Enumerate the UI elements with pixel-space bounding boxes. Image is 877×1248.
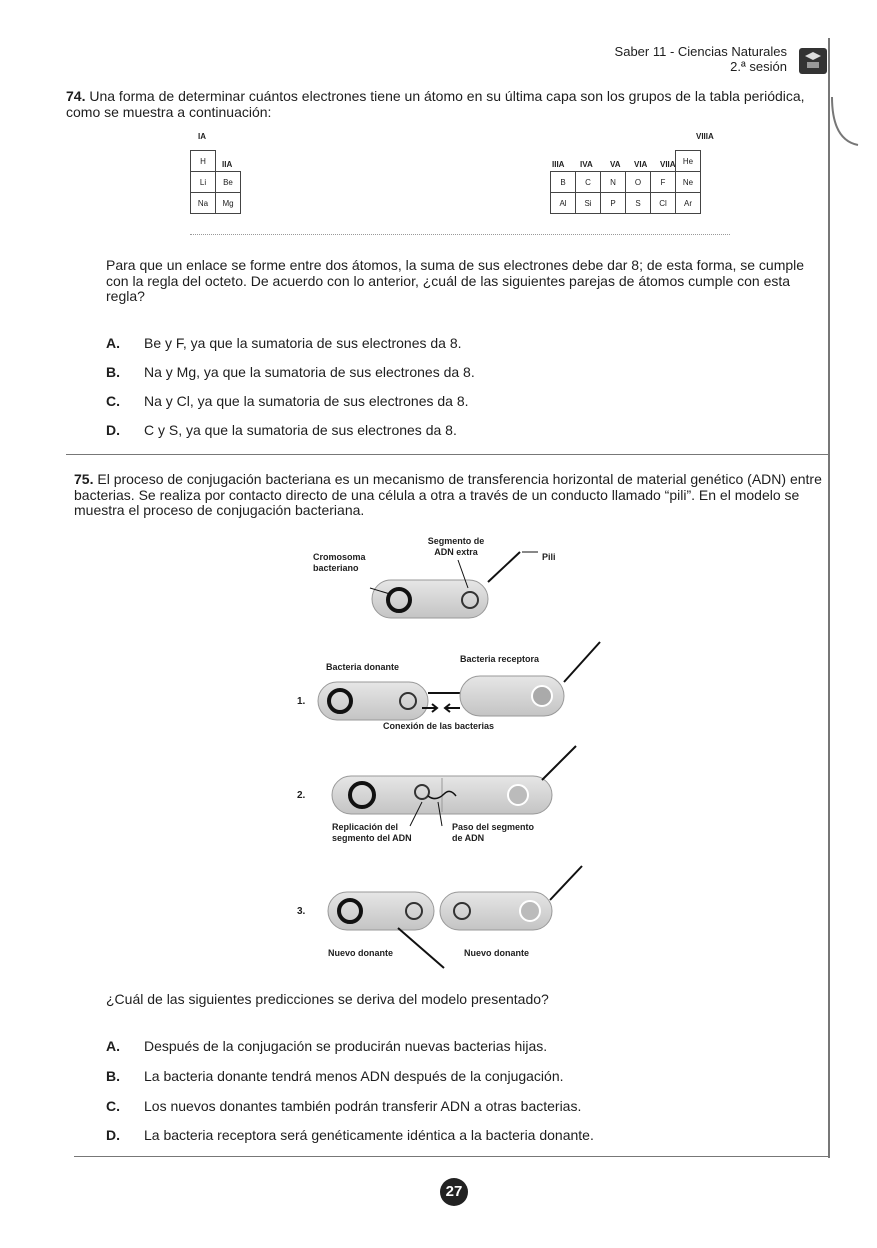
element-cell: Mg: [216, 193, 241, 214]
element-cell: He: [676, 151, 701, 172]
step-1-diagram: [318, 642, 600, 720]
session-label: 2.ª sesión: [730, 59, 787, 74]
element-cell: S: [626, 193, 651, 214]
element-cell: Ar: [676, 193, 701, 214]
page-number: 27: [440, 1178, 468, 1206]
group-label-IIIA: IIIA: [552, 160, 565, 169]
exam-title: Saber 11 - Ciencias Naturales: [614, 44, 787, 59]
question-74-number: 74.: [66, 88, 86, 104]
q74-option-d[interactable]: D. C y S, ya que la sumatoria de sus electrones da 8.: [106, 422, 457, 438]
element-cell: C: [576, 172, 601, 193]
group-label-IA: IA: [198, 132, 206, 141]
conjugation-diagram: [280, 530, 620, 970]
page-curl-icon: [830, 95, 860, 155]
question-75-stem: ¿Cuál de las siguientes predicciones se deriva del modelo presentado?: [106, 991, 549, 1007]
divider-bottom: [74, 1156, 830, 1157]
page-border-right: [828, 38, 830, 1158]
periodic-table-left: [190, 150, 241, 214]
labeled-bacterium: [370, 552, 538, 618]
element-cell: Cl: [651, 193, 676, 214]
q75-option-c[interactable]: C. Los nuevos donantes también podrán transferir ADN a otras bacterias.: [106, 1098, 582, 1114]
group-label-VA: VA: [610, 160, 621, 169]
element-cell: Si: [576, 193, 601, 214]
group-label-VIIA: VIIA: [660, 160, 676, 169]
element-cell: Ne: [676, 172, 701, 193]
step-2-number: 2.: [297, 790, 306, 801]
q75-option-d[interactable]: D. La bacteria receptora será genéticamente idéntica a la bacteria donante.: [106, 1127, 594, 1143]
element-cell: B: [551, 172, 576, 193]
divider: [66, 454, 828, 455]
element-cell: Na: [191, 193, 216, 214]
element-cell: P: [601, 193, 626, 214]
element-cell: Li: [191, 172, 216, 193]
q74-option-b[interactable]: B. Na y Mg, ya que la sumatoria de sus electrones da 8.: [106, 364, 475, 380]
q74-option-c[interactable]: C. Na y Cl, ya que la sumatoria de sus electrones da 8.: [106, 393, 469, 409]
group-label-VIA: VIA: [634, 160, 648, 169]
element-cell: H: [191, 151, 216, 172]
label-bacteria-receptora: Bacteria receptora: [460, 654, 540, 664]
table-baseline: [190, 234, 730, 235]
question-74-prompt: [66, 89, 826, 120]
q74-option-a[interactable]: A. Be y F, ya que la sumatoria de sus electrones da 8.: [106, 335, 462, 351]
label-nuevo-donante-1: Nuevo donante: [328, 948, 394, 958]
label-replicacion: Replicación del segmento del ADN: [332, 822, 412, 843]
label-pili: Pili: [542, 552, 556, 562]
q75-option-b[interactable]: B. La bacteria donante tendrá menos ADN después de la conjugación.: [106, 1068, 564, 1084]
label-paso: Paso del segmento de ADN: [452, 822, 535, 843]
question-75-number: 75.: [74, 471, 94, 487]
label-nuevo-donante-2: Nuevo donante: [464, 948, 530, 958]
periodic-table: [190, 130, 730, 238]
step-1-number: 1.: [297, 696, 306, 707]
step-3-number: 3.: [297, 906, 306, 917]
element-cell: Al: [551, 193, 576, 214]
group-label-IIA: IIA: [222, 160, 233, 169]
group-label-IVA: IVA: [580, 160, 593, 169]
label-cromosoma: Cromosoma bacteriano: [313, 552, 366, 573]
label-segmento: Segmento de ADN extra: [427, 536, 485, 557]
q75-option-a[interactable]: A. Después de la conjugación se producirán nuevas bacterias hijas.: [106, 1038, 548, 1054]
question-74-stem: Para que un enlace se forme entre dos átomos, la suma de sus electrones debe dar 8; de esta forma, se cumple con la regla del octeto. De acuerdo con lo anterior, ¿cuál de las siguientes parejas de átomos cumple con esta regla?: [106, 257, 805, 304]
question-74-prompt-text: Una forma de determinar cuántos electrones tiene un átomo en su última capa son los grupos de la tabla periódica, como se muestra a continuación:: [66, 88, 805, 120]
element-cell: Be: [216, 172, 241, 193]
label-bacteria-donante: Bacteria donante: [326, 662, 400, 672]
question-75-prompt: [74, 472, 826, 519]
label-conexion: Conexión de las bacterias: [383, 721, 495, 731]
element-cell: O: [626, 172, 651, 193]
element-cell: N: [601, 172, 626, 193]
step-2-diagram: [332, 746, 576, 826]
question-75-prompt-text: El proceso de conjugación bacteriana es un mecanismo de transferencia horizontal de material genético (ADN) entre bacterias. Se realiza por contacto directo de una célula a otra a través de un conducto llamado “pili”. En el modelo se muestra el proceso de conjugación bacteriana.: [74, 471, 822, 518]
group-label-VIIIA: VIIIA: [696, 132, 714, 141]
element-cell: F: [651, 172, 676, 193]
periodic-table-right: [550, 150, 701, 214]
exam-logo-icon: [797, 44, 829, 76]
page-header: [615, 44, 787, 74]
